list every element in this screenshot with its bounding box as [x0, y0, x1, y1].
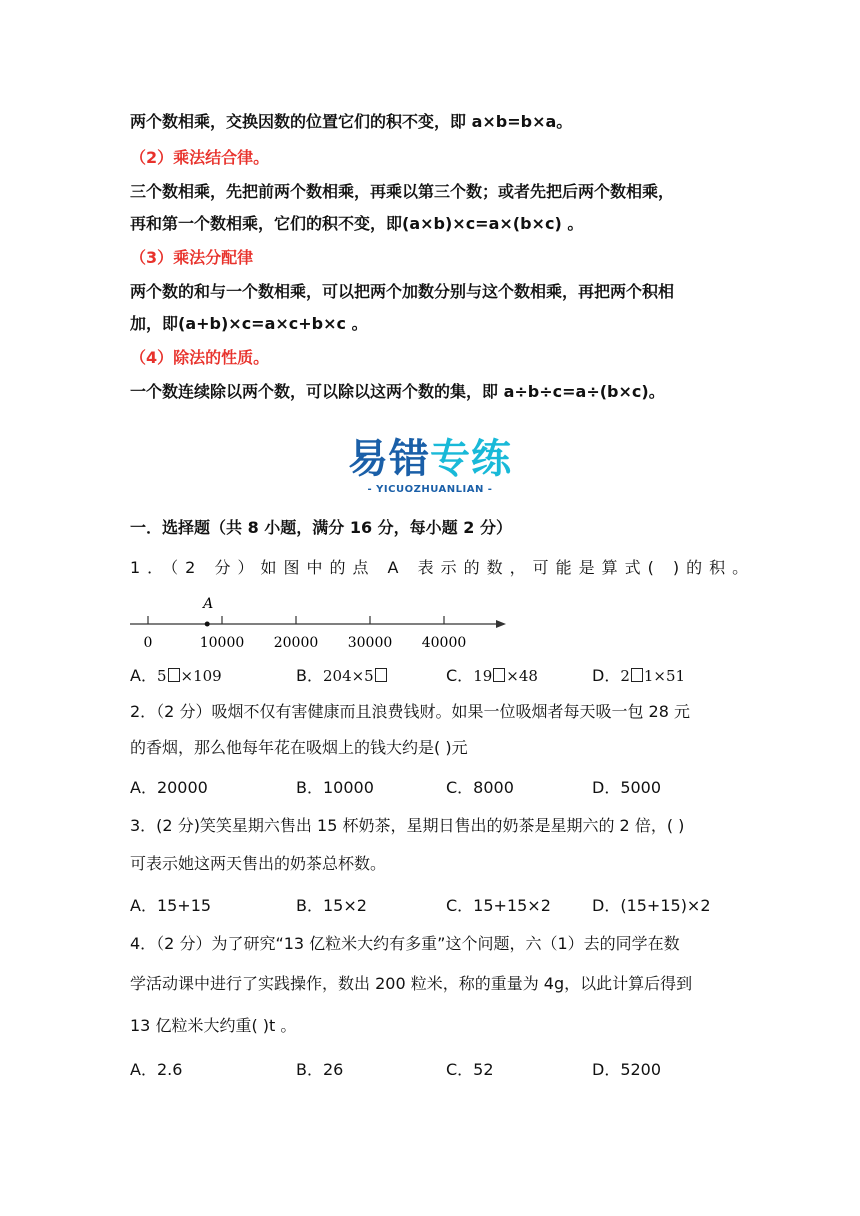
option-prefix: B． [296, 666, 323, 685]
division-property-text: 一个数连续除以两个数，可以除以这两个数的集，即 a÷b÷c=a÷(b×c)。 [130, 382, 665, 401]
option-prefix: C． [446, 666, 474, 685]
question-4-option-d[interactable]: D．5200 [592, 1060, 662, 1079]
question-2-stem-line-2: 的香烟，那么他每年花在吸烟上的钱大约是( )元 [130, 738, 468, 757]
number-line-arrow [496, 620, 506, 628]
number-line-tick-label: 40000 [421, 635, 467, 651]
option-prefix: D． [592, 666, 621, 685]
question-1-option-b[interactable] [296, 664, 388, 688]
question-4-option-b[interactable]: B．26 [296, 1060, 344, 1079]
question-4-stem-line-3: 13 亿粒米大约重( )t 。 [130, 1016, 297, 1035]
question-2-option-b[interactable]: B．10000 [296, 778, 374, 797]
number-line-tick-label: 20000 [273, 635, 319, 651]
option-factor: 5 [156, 667, 167, 685]
number-line-point-a [205, 622, 210, 627]
distributive-law-title: （3）乘法分配律 [130, 248, 254, 267]
blank-box-icon [631, 668, 643, 682]
distributive-law-line-1: 两个数的和与一个数相乘，可以把两个加数分别与这个数相乘，再把两个积相 [130, 282, 675, 301]
associative-law-title: （2）乘法结合律。 [130, 148, 270, 167]
question-3-option-a[interactable]: A．15+15 [130, 896, 212, 915]
associative-law-line-1: 三个数相乘，先把前两个数相乘，再乘以第三个数；或者先把后两个数相乘， [130, 182, 675, 201]
commutative-law-text: 两个数相乘，交换因数的位置它们的积不变，即 a×b=b×a。 [130, 112, 573, 131]
banner-title-part-2: 专练 [430, 436, 512, 482]
option-factor: ×48 [506, 667, 538, 685]
banner-title [330, 436, 530, 482]
question-3-stem-line-1: 3．(2 分)笑笑星期六售出 15 杯奶茶，星期日售出的奶茶是星期六的 2 倍，( ) [130, 816, 685, 835]
option-factor: ×109 [180, 667, 222, 685]
question-4-stem-line-1: 4．（2 分）为了研究“13 亿粒米大约有多重”这个问题，六（1）去的同学在数 [130, 934, 680, 953]
option-factor: 204×5 [322, 667, 374, 685]
question-1-option-c[interactable] [446, 664, 538, 688]
associative-law-line-2: 再和第一个数相乘，它们的积不变，即(a×b)×c=a×(b×c) 。 [130, 214, 584, 233]
banner-subtitle: - YICUOZHUANLIAN - [367, 484, 493, 495]
distributive-law-line-2: 加，即(a+b)×c=a×c+b×c 。 [130, 314, 368, 333]
question-1-stem: 1．（2 分）如图中的点 A 表示的数，可能是算式( )的积。 [130, 558, 756, 577]
question-2-stem-line-1: 2．（2 分）吸烟不仅有害健康而且浪费钱财。如果一位吸烟者每天吸一包 28 元 [130, 702, 690, 721]
number-line-tick-label: 30000 [347, 635, 393, 651]
question-2-option-d[interactable]: D．5000 [592, 778, 662, 797]
question-1-option-a[interactable] [130, 664, 222, 688]
division-property-title: （4）除法的性质。 [130, 348, 270, 367]
option-prefix: A． [130, 666, 157, 685]
number-line-figure [126, 596, 516, 656]
blank-box-icon [375, 668, 387, 682]
error-practice-banner [330, 436, 530, 500]
question-4-option-a[interactable]: A．2.6 [130, 1060, 183, 1079]
option-factor: 2 [620, 667, 630, 685]
number-line-tick-label: 0 [143, 635, 153, 651]
blank-box-icon [493, 668, 505, 682]
section-heading: 一．选择题（共 8 小题，满分 16 分，每小题 2 分） [130, 518, 512, 537]
question-3-option-c[interactable]: C．15+15×2 [446, 896, 551, 915]
question-1-option-d[interactable] [592, 664, 685, 688]
question-4-option-c[interactable]: C．52 [446, 1060, 494, 1079]
option-factor: 1×51 [643, 667, 686, 685]
question-2-option-c[interactable]: C．8000 [446, 778, 514, 797]
question-3-stem-line-2: 可表示她这两天售出的奶茶总杯数。 [130, 854, 387, 873]
question-2-option-a[interactable]: A．20000 [130, 778, 208, 797]
question-4-stem-line-2: 学活动课中进行了实践操作，数出 200 粒米，称的重量为 4g，以此计算后得到 [130, 974, 693, 993]
question-3-option-d[interactable]: D．(15+15)×2 [592, 896, 711, 915]
number-line-point-label: A [203, 596, 214, 612]
number-line-tick-label: 10000 [199, 635, 245, 651]
blank-box-icon [168, 668, 180, 682]
question-3-option-b[interactable]: B．15×2 [296, 896, 367, 915]
banner-title-part-1: 易错 [348, 436, 430, 482]
option-factor: 19 [473, 667, 493, 685]
